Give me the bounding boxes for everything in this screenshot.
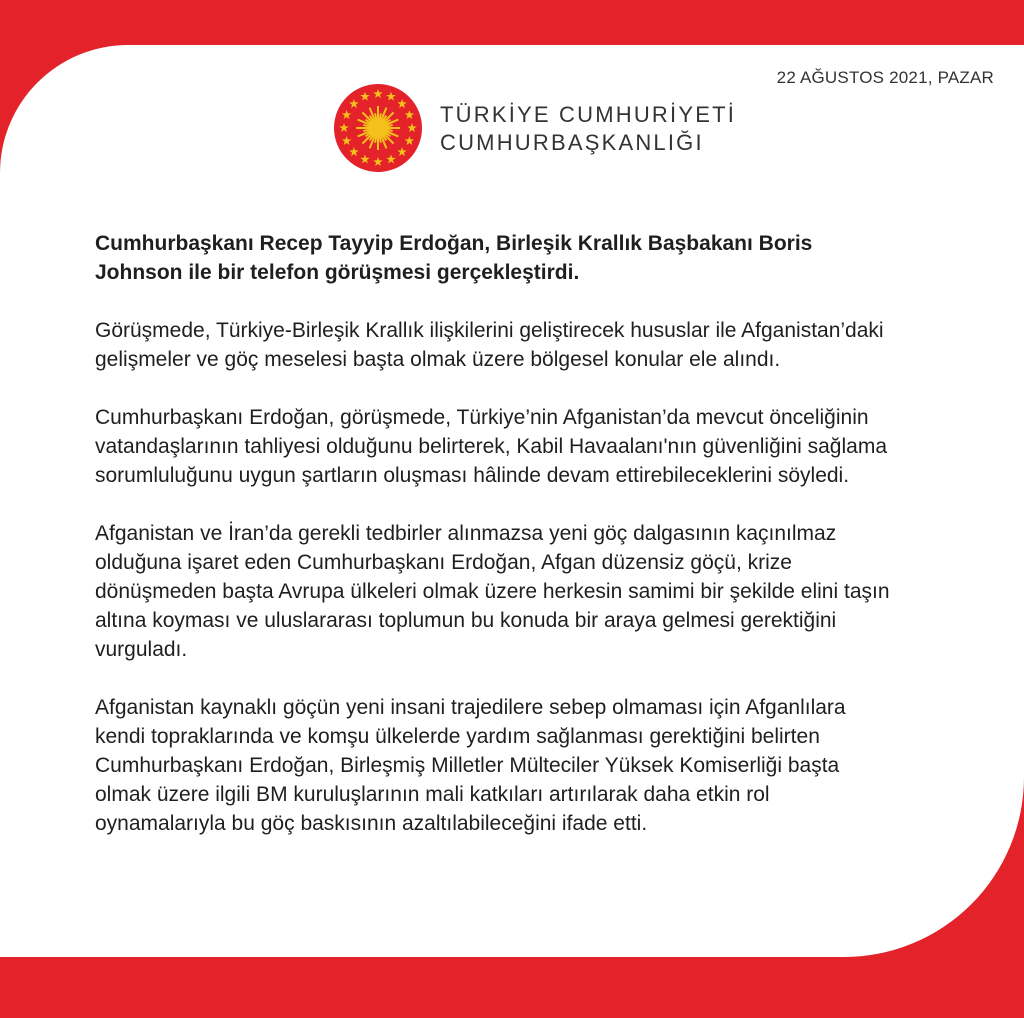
seal-sun-core <box>371 121 385 135</box>
organization-name <box>440 101 736 157</box>
statement-paragraph: Afganistan ve İran’da gerekli tedbirler alınmazsa yeni göç dalgasının kaçınılmaz olduğuna işaret eden Cumhurbaşkanı Erdoğan, Afgan düzensiz göçü, krize dönüşmeden başta Avrupa ülkeleri olmak üzere herkesin samimi bir şekilde elini taşın altına koyması ve uluslararası toplumun bu konuda bir araya gelmesi gerektiğini vurguladı. <box>95 522 890 661</box>
presidential-seal-icon <box>333 83 423 173</box>
org-line-2: CUMHURBAŞKANLIĞI <box>440 130 704 155</box>
org-line-1: TÜRKİYE CUMHURİYETİ <box>440 102 737 127</box>
statement-paragraph: Cumhurbaşkanı Erdoğan, görüşmede, Türkiye’nin Afganistan’da mevcut önceliğinin vatandaşlarının tahliyesi olduğunu belirterek, Kabil Havaalanı'nın güvenliğini sağlama sorumluluğunu uygun şartların oluşması hâlinde devam ettirebileceklerini söyledi. <box>95 406 888 487</box>
statement-date: 22 AĞUSTOS 2021, PAZAR <box>776 68 994 87</box>
statement-paragraph: Afganistan kaynaklı göçün yeni insani trajedilere sebep olmaması için Afganlılara kendi topraklarında ve komşu ülkelerde yardım sağlanması gerektiğini belirten Cumhurbaşkanı Erdoğan, Birleşmiş Milletler Mülteciler Yüksek Komiserliği başta olmak üzere ilgili BM kuruluşlarının mali katkıları artırılarak daha etkin rol oynamalarıyla bu göç baskısının azaltılabileceğini ifade etti. <box>95 696 846 835</box>
statement-paragraph: Görüşmede, Türkiye-Birleşik Krallık ilişkilerini geliştirecek hususlar ile Afganistan’daki gelişmeler ve göç meselesi başta olmak üzere bölgesel konular ele alındı. <box>95 319 884 371</box>
statement-headline: Cumhurbaşkanı Recep Tayyip Erdoğan, Birleşik Krallık Başbakanı Boris Johnson ile bir telefon görüşmesi gerçekleştirdi. <box>95 232 813 284</box>
statement-body <box>95 229 900 867</box>
